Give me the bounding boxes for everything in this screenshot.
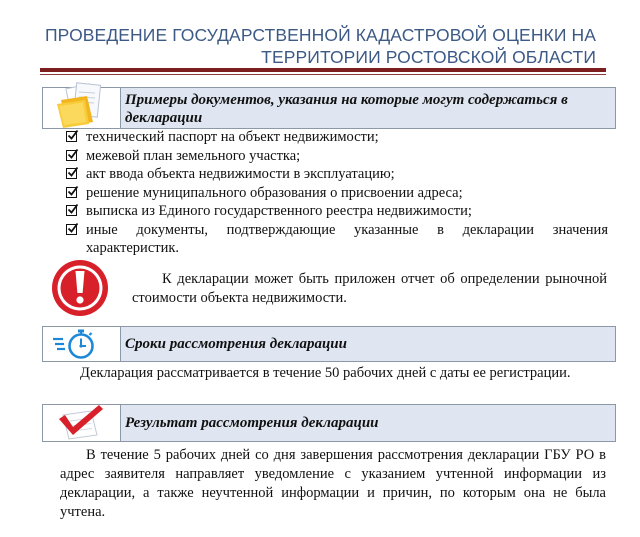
checkbox-checked-icon xyxy=(66,205,77,216)
checkbox-checked-icon xyxy=(66,187,77,198)
result-icon-cell xyxy=(43,405,121,441)
page-title-line-1: ПРОВЕДЕНИЕ ГОСУДАРСТВЕННОЙ КАДАСТРОВОЙ ОЦЕНКИ НА xyxy=(45,25,596,45)
page-title-line-2: ТЕРРИТОРИИ РОСТОВСКОЙ ОБЛАСТИ xyxy=(261,47,596,67)
result-text: В течение 5 рабочих дней со дня завершения рассмотрения декларации ГБУ РО в адрес заявителя направляет уведомление с указанием учтенной информации из декларации, а также неучтенной информации и причин, по которым она не была учтена. xyxy=(60,447,606,520)
page-header xyxy=(36,24,596,68)
checkbox-checked-icon xyxy=(66,150,77,161)
documents-section-header xyxy=(42,87,616,129)
list-item: иные документы, подтверждающие указанные в декларации значения характеристик. xyxy=(66,221,608,258)
checkbox-checked-icon xyxy=(66,131,77,142)
checkbox-checked-icon xyxy=(66,224,77,235)
terms-text: Декларация рассматривается в течение 50 рабочих дней с даты ее регистрации. xyxy=(80,365,571,381)
result-section-title: Результат рассмотрения декларации xyxy=(121,405,615,441)
list-item: решение муниципального образования о присвоении адреса; xyxy=(66,184,608,203)
notice-text: К декларации может быть приложен отчет об определении рыночной стоимости объекта недвижимости. xyxy=(132,271,607,306)
stopwatch-icon xyxy=(51,327,103,361)
terms-section-title: Сроки рассмотрения декларации xyxy=(121,327,615,361)
header-divider xyxy=(40,68,606,72)
exclamation-warning-icon xyxy=(50,258,110,318)
list-item: выписка из Единого государственного реестра недвижимости; xyxy=(66,202,608,221)
header-divider-thin xyxy=(40,74,606,75)
list-item: технический паспорт на объект недвижимости; xyxy=(66,128,608,147)
result-section-header xyxy=(42,404,616,442)
terms-icon-cell xyxy=(43,327,121,361)
documents-section-title: Примеры документов, указания на которые могут содержаться в декларации xyxy=(121,88,615,128)
documents-checklist xyxy=(66,128,608,258)
list-item: акт ввода объекта недвижимости в эксплуатацию; xyxy=(66,165,608,184)
checkmark-document-icon xyxy=(51,401,111,441)
checkbox-checked-icon xyxy=(66,168,77,179)
documents-icon-cell xyxy=(43,88,121,128)
folder-documents-icon xyxy=(47,80,117,130)
terms-section-header xyxy=(42,326,616,362)
list-item: межевой план земельного участка; xyxy=(66,147,608,166)
